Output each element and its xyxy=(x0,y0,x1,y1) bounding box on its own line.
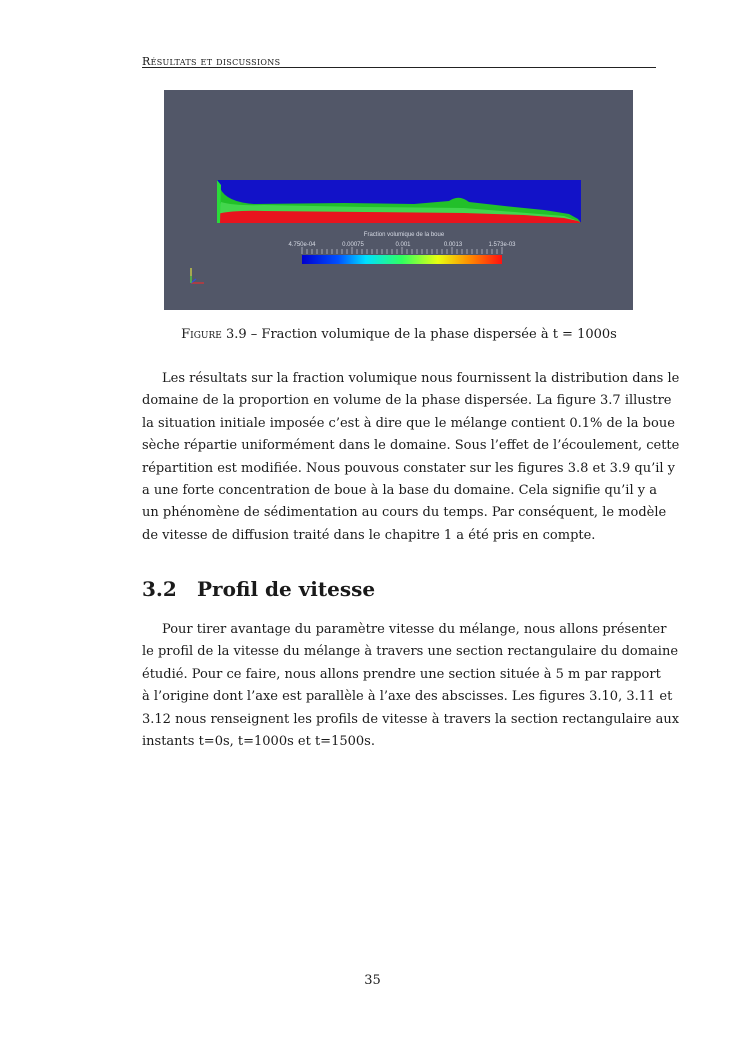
text-line: 3.12 nous renseignent les profils de vitesse à travers la section rectangulaire aux xyxy=(142,711,680,727)
colorbar-tick-label: 4.750e-04 xyxy=(288,242,316,248)
running-header xyxy=(142,50,656,68)
simulation-figure xyxy=(164,90,633,310)
colorbar xyxy=(302,255,502,264)
axes-gizmo-icon xyxy=(191,268,204,283)
section-number: 3.2 xyxy=(142,577,177,601)
colorbar-tick-label: 0.0013 xyxy=(443,242,463,248)
text-line: étudié. Pour ce faire, nous allons prendre une section située à 5 m par rapport xyxy=(142,666,661,682)
paragraph-velocity-profile xyxy=(142,619,680,753)
domain-field xyxy=(217,180,581,223)
text-line: un phénomène de sédimentation au cours du temps. Par conséquent, le modèle xyxy=(142,505,667,521)
colorbar-tick-label: 0.00075 xyxy=(342,242,364,248)
colorbar-tick-labels xyxy=(288,242,516,248)
text-line: à l’origine dont l’axe est parallèle à l’axe des abscisses. Les figures 3.10, 3.11 et xyxy=(142,689,673,705)
page-number: 35 xyxy=(364,973,381,988)
section-heading xyxy=(142,577,375,601)
text-line: le profil de la vitesse du mélange à travers une section rectangulaire du domaine xyxy=(142,644,679,660)
colorbar-tick-label: 1.573e-03 xyxy=(488,242,516,248)
text-line: la situation initiale imposée c’est à dire que le mélange contient 0.1% de la boue xyxy=(142,415,675,431)
caption-text: – Fraction volumique de la phase dispersée à t = 1000s xyxy=(246,327,617,342)
paragraph-volume-fraction xyxy=(142,368,680,547)
colorbar-title: Fraction volumique de la boue xyxy=(363,232,445,238)
caption-label: Figure 3.9 xyxy=(181,327,247,342)
text-line: a une forte concentration de boue à la base du domaine. Cela signifie qu’il y a xyxy=(142,482,657,498)
text-line: sèche répartie uniformément dans le domaine. Sous l’effet de l’écoulement, cette xyxy=(142,438,680,454)
figure-caption xyxy=(142,327,656,342)
colorbar-ticks xyxy=(302,247,502,254)
text-line: de vitesse de diffusion traité dans le chapitre 1 a été pris en compte. xyxy=(142,527,596,543)
text-line: domaine de la proportion en volume de la phase dispersée. La figure 3.7 illustre xyxy=(142,393,672,409)
text-line: répartition est modifiée. Nous pouvous constater sur les figures 3.8 et 3.9 qu’il y xyxy=(142,460,676,476)
text-line: Les résultats sur la fraction volumique nous fournissent la distribution dans le xyxy=(162,371,680,386)
colorbar-tick-label: 0.001 xyxy=(395,242,411,248)
section-title: Profil de vitesse xyxy=(197,577,376,601)
header-title: Résultats et discussions xyxy=(142,55,281,68)
text-line: instants t=0s, t=1000s et t=1500s. xyxy=(142,733,375,749)
simulation-render xyxy=(164,90,633,310)
text-line: Pour tirer avantage du paramètre vitesse du mélange, nous allons présenter xyxy=(162,622,667,637)
